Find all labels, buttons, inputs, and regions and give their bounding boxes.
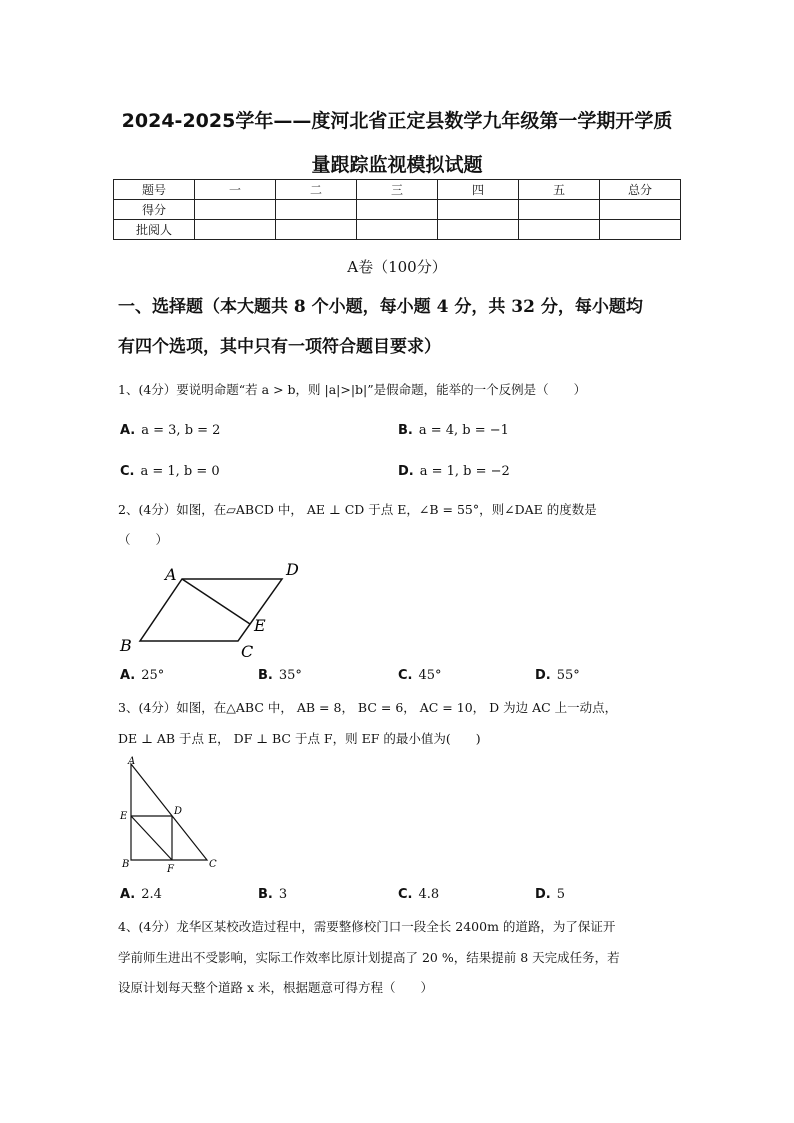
- option-letter: A.: [120, 668, 136, 683]
- score-header-cell: 四: [438, 180, 519, 200]
- option-letter: D.: [535, 668, 551, 683]
- label-b: B: [120, 636, 132, 655]
- option-letter: C.: [398, 887, 413, 902]
- reviewer-cell[interactable]: [600, 220, 681, 240]
- option-text: 2.4: [141, 887, 162, 902]
- reviewer-row-label: 批阅人: [114, 220, 195, 240]
- q3-option-a[interactable]: [120, 887, 162, 902]
- option-text: a = 4, b = −1: [418, 423, 509, 438]
- reviewer-cell[interactable]: [276, 220, 357, 240]
- option-letter: A.: [120, 423, 136, 438]
- reviewer-cell[interactable]: [195, 220, 276, 240]
- q4-line-1: 4、(4分）龙华区某校改造过程中，需要整修校门口一段全长 2400m 的道路，为了保证开: [118, 919, 616, 934]
- q3-option-d[interactable]: [535, 887, 565, 902]
- option-text: a = 3, b = 2: [141, 423, 221, 438]
- score-row: [114, 200, 681, 220]
- section-1-heading-line-2: 有四个选项，其中只有一项符合题目要求）: [118, 337, 441, 357]
- score-table-header-row: [114, 180, 681, 200]
- score-header-cell: 五: [519, 180, 600, 200]
- score-cell[interactable]: [519, 200, 600, 220]
- reviewer-cell[interactable]: [519, 220, 600, 240]
- score-header-cell: 三: [357, 180, 438, 200]
- q1-option-b[interactable]: [398, 423, 509, 438]
- option-letter: B.: [258, 668, 273, 683]
- q2-option-b[interactable]: [258, 668, 302, 683]
- option-text: a = 1, b = 0: [140, 464, 220, 479]
- score-cell[interactable]: [438, 200, 519, 220]
- score-header-cell: 一: [195, 180, 276, 200]
- label-d: D: [174, 806, 183, 817]
- q1-option-c[interactable]: [120, 464, 220, 479]
- triangle-abc: [131, 764, 207, 860]
- option-text: 25°: [141, 668, 165, 683]
- option-text: 35°: [278, 668, 302, 683]
- label-d: D: [286, 560, 299, 579]
- q2-stem-line-1: 2、(4分）如图，在▱ABCD 中， AE ⊥ CD 于点 E，∠B = 55°，则∠DAE 的度数是: [118, 502, 597, 517]
- option-letter: B.: [258, 887, 273, 902]
- label-e: E: [120, 811, 128, 822]
- q4-line-3: 设原计划每天整个道路 x 米，根据题意可得方程（ ）: [118, 980, 433, 995]
- option-text: 4.8: [418, 887, 440, 902]
- label-a: A: [165, 565, 177, 584]
- title-line-2: 量跟踪监视模拟试题: [311, 154, 483, 176]
- score-cell[interactable]: [276, 200, 357, 220]
- q2-option-d[interactable]: [535, 668, 580, 683]
- q3-stem-line-1: 3、(4分）如图，在△ABC 中， AB = 8， BC = 6， AC = 10， D 为边 AC 上一动点，: [118, 700, 618, 715]
- q1-option-a[interactable]: [120, 423, 220, 438]
- label-c: C: [241, 642, 254, 661]
- q3-option-b[interactable]: [258, 887, 287, 902]
- option-letter: C.: [120, 464, 135, 479]
- q4-line-2: 学前师生进出不受影响，实际工作效率比原计划提高了 20 %，结果提前 8 天完成任务，若: [118, 950, 620, 965]
- q2-option-c[interactable]: [398, 668, 442, 683]
- option-letter: A.: [120, 887, 136, 902]
- q1-option-d[interactable]: [398, 464, 510, 479]
- option-letter: D.: [398, 464, 414, 479]
- title-line-1: 2024-2025学年——度河北省正定县数学九年级第一学期开学质: [121, 110, 673, 132]
- q1-stem: 1、(4分）要说明命题“若 a > b，则 |a|>|b|”是假命题，能举的一个反例是（ ）: [118, 382, 587, 397]
- option-letter: B.: [398, 423, 413, 438]
- score-header-cell: 题号: [114, 180, 195, 200]
- score-row-label: 得分: [114, 200, 195, 220]
- option-text: 45°: [418, 668, 442, 683]
- q2-stem-line-2: （ ）: [118, 532, 169, 547]
- q2-option-a[interactable]: [120, 668, 164, 683]
- reviewer-cell[interactable]: [438, 220, 519, 240]
- q3-option-c[interactable]: [398, 887, 439, 902]
- reviewer-cell[interactable]: [357, 220, 438, 240]
- q3-triangle-figure: [112, 755, 227, 877]
- label-c: C: [209, 859, 217, 870]
- option-letter: C.: [398, 668, 413, 683]
- option-letter: D.: [535, 887, 551, 902]
- score-cell[interactable]: [357, 200, 438, 220]
- option-text: a = 1, b = −2: [419, 464, 510, 479]
- score-cell[interactable]: [600, 200, 681, 220]
- score-table: [113, 179, 681, 240]
- option-text: 3: [278, 887, 288, 902]
- segment-ef: [131, 816, 172, 860]
- reviewer-row: [114, 220, 681, 240]
- score-cell[interactable]: [195, 200, 276, 220]
- option-text: 5: [556, 887, 566, 902]
- label-f: F: [167, 864, 174, 875]
- q2-parallelogram-figure: [110, 555, 320, 665]
- q3-stem-line-2: DE ⊥ AB 于点 E， DF ⊥ BC 于点 F，则 EF 的最小值为( ): [118, 731, 481, 746]
- label-e: E: [254, 616, 266, 635]
- volume-a-heading: A卷（100分）: [347, 258, 447, 276]
- section-1-heading-line-1: 一、选择题（本大题共 8 个小题，每小题 4 分，共 32 分，每小题均: [118, 297, 643, 317]
- label-a: A: [128, 756, 136, 767]
- score-header-cell: 总分: [600, 180, 681, 200]
- option-text: 55°: [556, 668, 580, 683]
- score-header-cell: 二: [276, 180, 357, 200]
- label-b: B: [122, 859, 130, 870]
- segment-ae: [182, 579, 250, 624]
